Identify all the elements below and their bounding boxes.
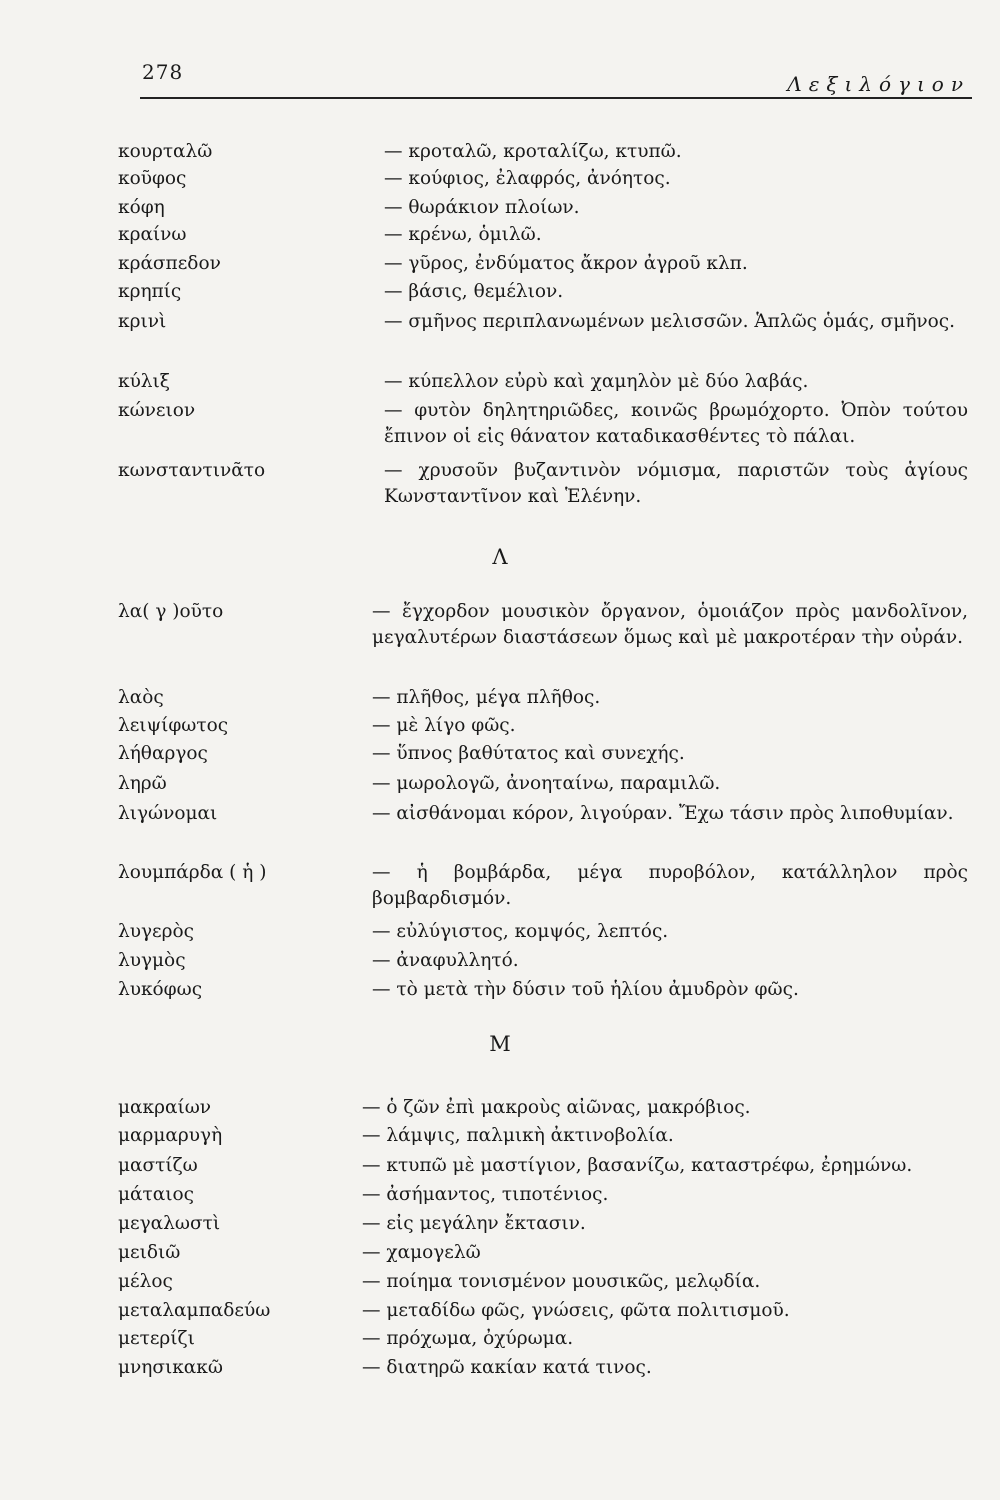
page-number: 278	[142, 60, 184, 84]
entry-term: μεγαλωστὶ	[118, 1213, 221, 1234]
entry-term: λυγμὸς	[118, 950, 186, 971]
entry-term: λαὸς	[118, 687, 164, 708]
entry-term: λουμπάρδα ( ἡ )	[118, 862, 267, 883]
entry-term: λήθαργος	[118, 743, 208, 764]
entry-definition: — ἀναφυλλητό.	[372, 950, 519, 971]
entry-definition: — λάμψις, παλμικὴ ἀκτινοβολία.	[362, 1125, 674, 1146]
entry-definition: — ὕπνος βαθύτατος καὶ συνεχής.	[372, 743, 685, 764]
entry-term: κουρταλῶ	[118, 141, 213, 162]
entry-definition: — διατηρῶ κακίαν κατά τινος.	[362, 1357, 652, 1378]
entry-definition: — κύπελλον εὐρὺ καὶ χαμηλὸν μὲ δύο λαβάς.	[384, 371, 809, 392]
entry-term: μαστίζω	[118, 1155, 198, 1176]
entry-term: λυκόφως	[118, 979, 203, 1000]
entry-term: κώνειον	[118, 400, 196, 421]
entry-definition: — γῦρος, ἐνδύματος ἄκρον ἀγροῦ κλπ.	[384, 253, 748, 274]
entry-definition: — κροταλῶ, κροταλίζω, κτυπῶ.	[384, 141, 682, 162]
entry-definition: — αἰσθάνομαι κόρον, λιγούραν. Ἔχω τάσιν πρὸς λιποθυμίαν.	[372, 803, 954, 824]
entry-term: κόφη	[118, 197, 165, 218]
entry-definition: — θωράκιον πλοίων.	[384, 197, 580, 218]
entry-term: λιγώνομαι	[118, 803, 218, 824]
entry-term: μέλος	[118, 1271, 173, 1292]
entry-term: ληρῶ	[118, 773, 167, 794]
entry-term: λειψίφωτος	[118, 715, 229, 736]
entry-definition: — ἔγχορδον μουσικὸν ὄργανον, ὁμοιάζον πρὸς μανδολῖνον, μεγαλυτέρων διαστάσεων ὅμως καὶ μὲ μακροτέραν τὴν οὐράν.	[372, 601, 968, 648]
entry-term: μακραίων	[118, 1097, 212, 1118]
entry-term: μειδιῶ	[118, 1242, 181, 1263]
entry-definition: — μεταδίδω φῶς, γνώσεις, φῶτα πολιτισμοῦ.	[362, 1300, 790, 1321]
entry-definition: — τὸ μετὰ τὴν δύσιν τοῦ ἡλίου ἀμυδρὸν φῶς.	[372, 979, 799, 1000]
entry-definition: — μὲ λίγο φῶς.	[372, 715, 516, 736]
entry-definition: — πλῆθος, μέγα πλῆθος.	[372, 687, 601, 708]
section-letter: Λ	[492, 545, 508, 569]
entry-term: λυγερὸς	[118, 921, 194, 942]
entry-definition: — χαμογελῶ	[362, 1242, 481, 1263]
entry-term: μνησικακῶ	[118, 1357, 223, 1378]
entry-definition: — κρένω, ὁμιλῶ.	[384, 224, 542, 245]
entry-definition: — κούφιος, ἐλαφρός, ἀνόητος.	[384, 168, 671, 189]
entry-term: κρηπίς	[118, 281, 182, 302]
entry-definition: — ποίημα τονισμένον μουσικῶς, μελῳδία.	[362, 1271, 761, 1292]
running-title: Λεξιλόγιον	[787, 72, 970, 96]
entry-definition: — χρυσοῦν βυζαντινὸν νόμισμα, παριστῶν τοὺς ἁγίους Κωνσταντῖνον καὶ Ἑλένην.	[384, 460, 968, 507]
entry-definition: — εἰς μεγάλην ἔκτασιν.	[362, 1213, 586, 1234]
entry-term: κράσπεδον	[118, 253, 221, 274]
entry-term: λα( γ )οῦτο	[118, 601, 224, 622]
entry-definition: — βάσις, θεμέλιον.	[384, 281, 564, 302]
entry-definition: — ἡ βομβάρδα, μέγα πυροβόλον, κατάλληλον πρὸς βομβαρδισμόν.	[372, 862, 968, 909]
entry-definition: — ὁ ζῶν ἐπὶ μακροὺς αἰῶνας, μακρόβιος.	[362, 1097, 751, 1118]
section-letter: Μ	[489, 1032, 511, 1056]
entry-definition: — πρόχωμα, ὀχύρωμα.	[362, 1328, 574, 1349]
entry-term: κοῦφος	[118, 168, 187, 189]
entry-definition: — φυτὸν δηλητηριῶδες, κοινῶς βρωμόχορτο. Ὀπὸν τούτου ἔπινον οἱ εἰς θάνατον καταδικασθέντες τὸ πάλαι.	[384, 400, 968, 447]
entry-term: μαρμαρυγὴ	[118, 1125, 223, 1146]
entry-definition: — κτυπῶ μὲ μαστίγιον, βασανίζω, καταστρέφω, ἐρημώνω.	[362, 1155, 913, 1176]
entry-term: μετερίζι	[118, 1328, 195, 1349]
entry-definition: — ἀσήμαντος, τιποτένιος.	[362, 1184, 609, 1205]
entry-term: μεταλαμπαδεύω	[118, 1300, 271, 1321]
entry-definition: — σμῆνος περιπλανωμένων μελισσῶν. Ἁπλῶς ὁμάς, σμῆνος.	[384, 311, 956, 332]
entry-definition: — μωρολογῶ, ἀνοηταίνω, παραμιλῶ.	[372, 773, 721, 794]
entry-term: κραίνω	[118, 224, 187, 245]
entry-term: κύλιξ	[118, 371, 170, 392]
entry-term: μάταιος	[118, 1184, 194, 1205]
entry-term: κρινὶ	[118, 311, 167, 332]
entry-definition: — εὐλύγιστος, κομψός, λεπτός.	[372, 921, 669, 942]
entry-term: κωνσταντινᾶτο	[118, 460, 266, 481]
